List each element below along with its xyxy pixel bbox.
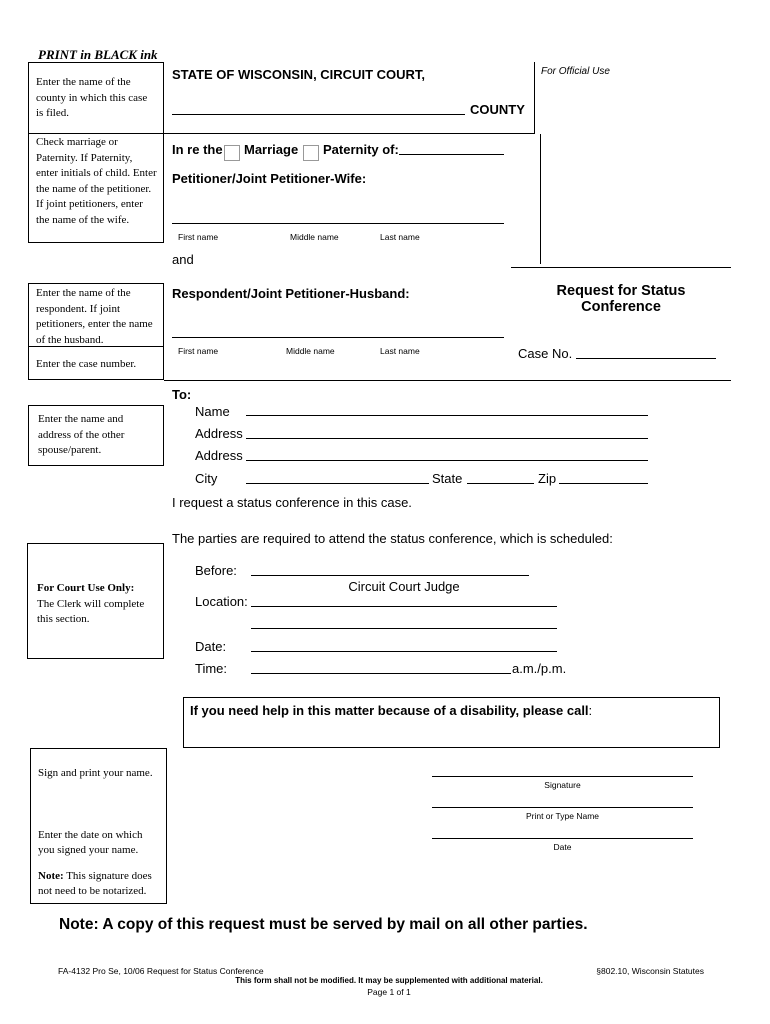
signature-note-label: Note:	[38, 869, 64, 882]
instruction-case-number	[28, 346, 164, 380]
to-name-label: Name	[195, 404, 230, 419]
to-state-label: State	[432, 471, 463, 486]
county-label: COUNTY	[470, 102, 525, 117]
form-title-line1: Request for Status	[556, 283, 686, 299]
date-signed-label: Date	[553, 842, 572, 852]
to-name-line[interactable]	[246, 415, 648, 416]
disability-text: If you need help in this matter because of a disability, please call	[190, 703, 589, 718]
form-title-line2: Conference	[581, 299, 661, 315]
title-rule	[511, 267, 731, 268]
to-city-label: City	[195, 471, 218, 486]
disability-colon: :	[588, 703, 593, 718]
location-label: Location:	[195, 594, 248, 609]
date-line[interactable]	[251, 651, 557, 652]
paternity-checkbox[interactable]	[303, 145, 319, 161]
signature-label: Signature	[544, 780, 581, 790]
time-label: Time:	[195, 661, 228, 676]
petitioner-middle-name-label: Middle name	[290, 232, 339, 242]
instruction-county	[28, 62, 164, 134]
respondent-middle-name-label: Middle name	[286, 346, 335, 356]
in-re-label: In re the	[172, 142, 223, 157]
instruction-marriage-text: Check marriage or Paternity. If Paternity, enter initials of child. Enter the name of the petitioner. If joint petitioners, enter the name of the wife.	[36, 136, 157, 226]
respondent-first-name-label: First name	[178, 346, 219, 356]
footer-warning: This form shall not be modified. It may be supplemented with additional material.	[235, 976, 543, 985]
request-statement: I request a status conference in this case.	[172, 495, 412, 510]
print-name-label: Print or Type Name	[525, 811, 600, 821]
official-use-label: For Official Use	[541, 66, 610, 77]
to-address1-line[interactable]	[246, 438, 648, 439]
instruction-county-text: Enter the name of the county in which this case is filed.	[36, 76, 148, 119]
location-line-2[interactable]	[251, 628, 557, 629]
petitioner-name-line[interactable]	[172, 223, 504, 224]
to-zip-label: Zip	[538, 471, 557, 486]
form-title	[511, 283, 731, 315]
sign-print-instruction: Sign and print your name.	[38, 767, 153, 779]
petitioner-first-name-label: First name	[178, 232, 219, 242]
signature-note-body: This signature does not need to be notarized.	[38, 869, 152, 897]
paternity-label: Paternity of:	[323, 142, 399, 157]
respondent-name-line[interactable]	[172, 337, 504, 338]
marriage-label: Marriage	[244, 142, 299, 157]
marriage-checkbox[interactable]	[224, 145, 240, 161]
case-no-line[interactable]	[576, 358, 716, 359]
footer-form-id: FA-4132 Pro Se, 10/06 Request for Status Conference	[58, 966, 264, 976]
time-line[interactable]	[251, 673, 511, 674]
location-line-1[interactable]	[251, 606, 557, 607]
footer-statute: §802.10, Wisconsin Statutes	[596, 966, 704, 976]
court-use-title: For Court Use Only:	[37, 582, 135, 594]
county-line[interactable]	[172, 114, 465, 115]
judge-label: Circuit Court Judge	[348, 579, 460, 594]
instruction-respondent-text: Enter the name of the respondent. If joint petitioners, enter the name of the husband.	[36, 287, 153, 346]
court-use-body: The Clerk will complete this section.	[37, 597, 145, 625]
official-use-divider	[534, 62, 535, 134]
case-no-label: Case No.	[518, 346, 573, 361]
to-state-line[interactable]	[467, 483, 534, 484]
to-address2-label: Address	[195, 448, 243, 463]
before-label: Before:	[195, 563, 237, 578]
to-address2-line[interactable]	[246, 460, 648, 461]
court-use-box	[27, 543, 164, 659]
before-line[interactable]	[251, 575, 529, 576]
print-name-line[interactable]	[432, 807, 693, 808]
official-use-divider-lower	[540, 134, 541, 264]
print-note: PRINT in BLACK ink	[38, 47, 158, 62]
service-note: Note: A copy of this request must be served by mail on all other parties.	[59, 916, 588, 933]
signature-note	[38, 869, 160, 900]
instruction-other-spouse-text: Enter the name and address of the other spouse/parent.	[38, 413, 125, 456]
instruction-other-spouse	[28, 405, 164, 466]
header-rule	[164, 133, 534, 134]
date-signed-line[interactable]	[432, 838, 693, 839]
disability-box[interactable]	[183, 697, 720, 748]
instruction-case-number-text: Enter the case number.	[36, 358, 137, 370]
petitioner-last-name-label: Last name	[380, 232, 420, 242]
instruction-respondent	[28, 283, 164, 347]
footer-page: Page 1 of 1	[367, 987, 411, 997]
required-statement: The parties are required to attend the status conference, which is scheduled:	[172, 531, 613, 546]
court-title: STATE OF WISCONSIN, CIRCUIT COURT,	[172, 67, 426, 82]
ampm-label: a.m./p.m.	[512, 661, 567, 676]
signature-instructions-box	[30, 748, 167, 904]
instruction-marriage	[28, 133, 164, 243]
respondent-label: Respondent/Joint Petitioner-Husband:	[172, 286, 410, 301]
to-label: To:	[172, 387, 192, 402]
caption-bottom-rule	[164, 380, 731, 381]
paternity-initials-line[interactable]	[399, 154, 504, 155]
date-label: Date:	[195, 639, 227, 654]
and-label: and	[172, 252, 194, 267]
to-address1-label: Address	[195, 426, 243, 441]
to-zip-line[interactable]	[559, 483, 648, 484]
respondent-last-name-label: Last name	[380, 346, 420, 356]
signature-line[interactable]	[432, 776, 693, 777]
to-city-line[interactable]	[246, 483, 429, 484]
date-signed-instruction: Enter the date on which you signed your name.	[38, 828, 143, 856]
petitioner-label: Petitioner/Joint Petitioner-Wife:	[172, 171, 367, 186]
